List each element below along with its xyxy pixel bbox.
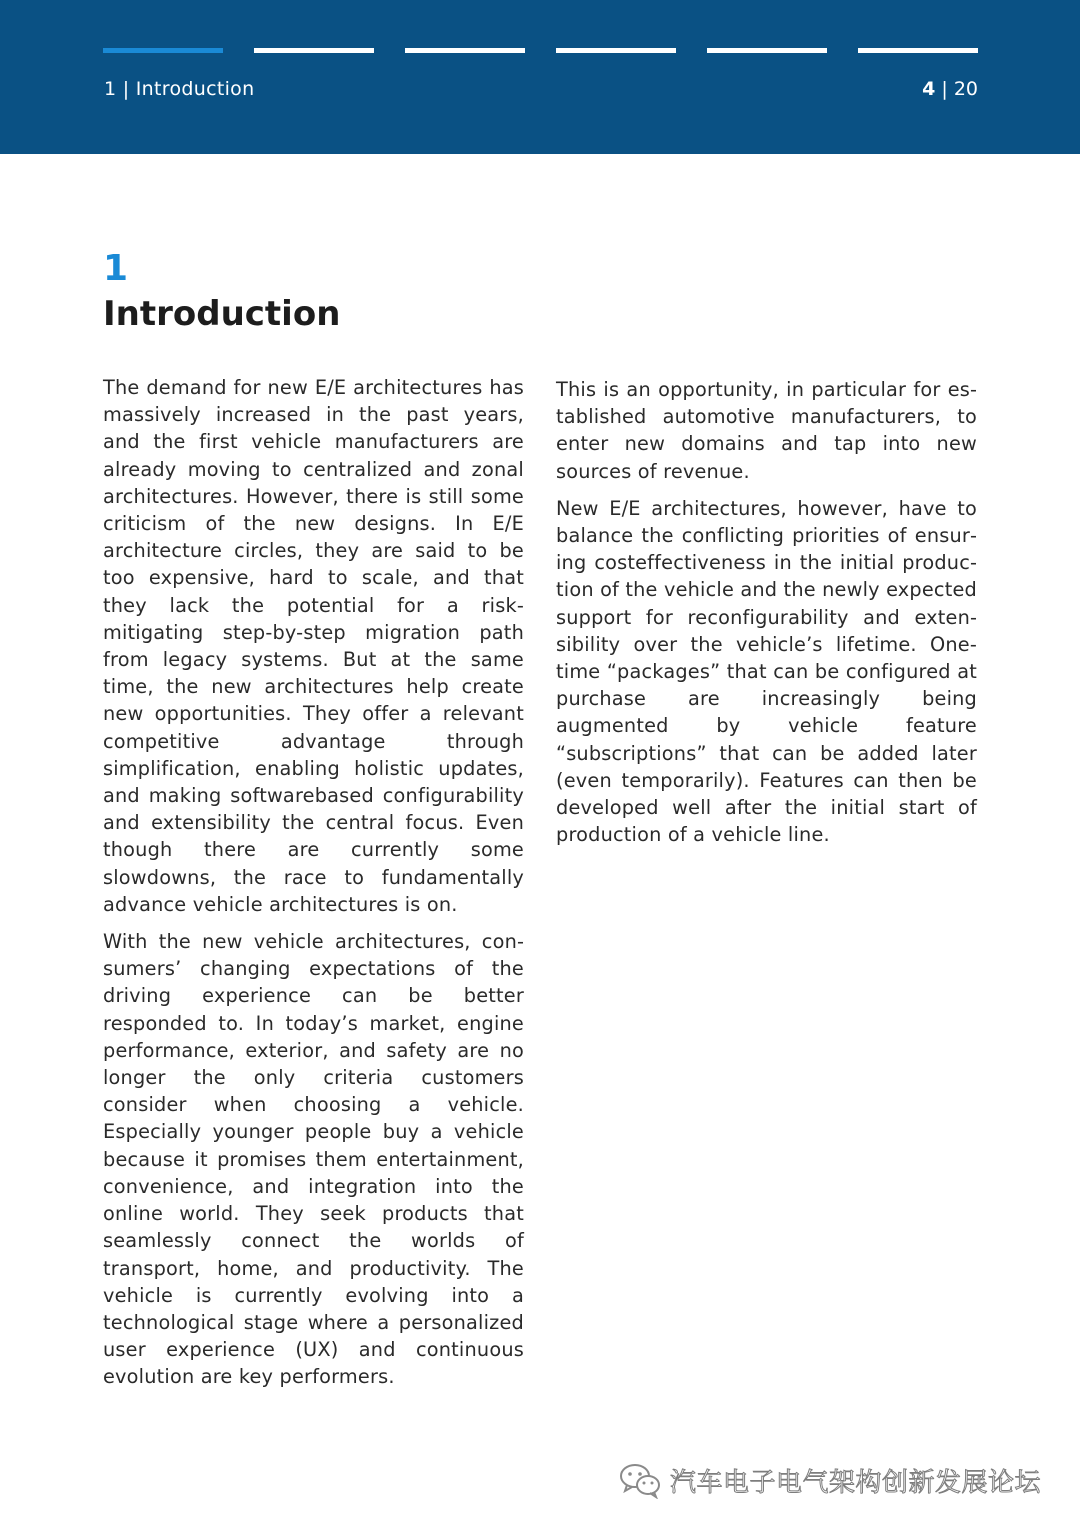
- watermark-text: 汽车电子电气架构创新发展论坛: [670, 1467, 1042, 1498]
- paragraph: With the new vehicle architectures, consumers’ changing expectations of the driving experience can be better responded to. In today’s market, engine performance, exterior, and safety are no longer the only criteria customers consider when choosing a vehicle. Especially younger people buy a vehicle because it promises them entertainment, convenience, and integration into the online world. They seek products that seamlessly connect the worlds of transport, home, and productivity. The vehicle is currently evolving into a technological stage where a personalized user experience (UX) and continuous evolution are key performers.: [103, 930, 524, 1389]
- progress-segment-2: [254, 48, 374, 53]
- progress-segment-1: [103, 48, 223, 53]
- progress-segment-5: [707, 48, 827, 53]
- chapter-progress-bar: [103, 48, 978, 53]
- wechat-icon: [618, 1461, 662, 1499]
- paragraph: This is an opportunity, in particular for established automotive manufacturers, to enter new domains and tap into new sources of revenue.: [556, 378, 977, 483]
- page-separator: |: [935, 78, 954, 100]
- chapter-number: 1: [103, 248, 129, 289]
- header-band: [0, 0, 1080, 154]
- right-column: [556, 376, 977, 858]
- chapter-title: Introduction: [103, 294, 341, 334]
- page-number: [922, 78, 978, 100]
- paragraph: New E/E architectures, however, have to balance the conflicting priorities of ensuring costeffectiveness in the initial production of the vehicle and the newly expected support for reconfigurability and extensibility over the vehicle’s lifetime. One-time “packages” that can be configured at purchase are increasingly being augmented by vehicle feature “subscriptions” that can be added later (even temporarily). Features can then be developed well after the initial start of production of a vehicle line.: [556, 496, 977, 847]
- paragraph: The demand for new E/E architectures has massively increased in the past years, and the first vehicle manufacturers are already moving to centralized and zonal architectures. However, there is still some criticism of the new designs. In E/E architecture circles, they are said to be too expensive, hard to scale, and that they lack the potential for a risk-mitigating step-by-step migration path from legacy systems. But at the same time, the new architectures help create new opportunities. They offer a relevant competitive advantage through simplification, enabling holistic updates, and making softwarebased configurability and extensibility the central focus. Even though there are currently some slowdowns, the race to fundamentally advance vehicle architectures is on.: [103, 376, 524, 916]
- progress-segment-4: [556, 48, 676, 53]
- page-total: 20: [953, 78, 978, 100]
- progress-segment-3: [405, 48, 525, 53]
- section-label: 1 | Introduction: [104, 78, 255, 100]
- progress-segment-6: [858, 48, 978, 53]
- left-column: [103, 374, 524, 1401]
- watermark: [618, 1460, 1041, 1500]
- page-current: 4: [922, 78, 936, 100]
